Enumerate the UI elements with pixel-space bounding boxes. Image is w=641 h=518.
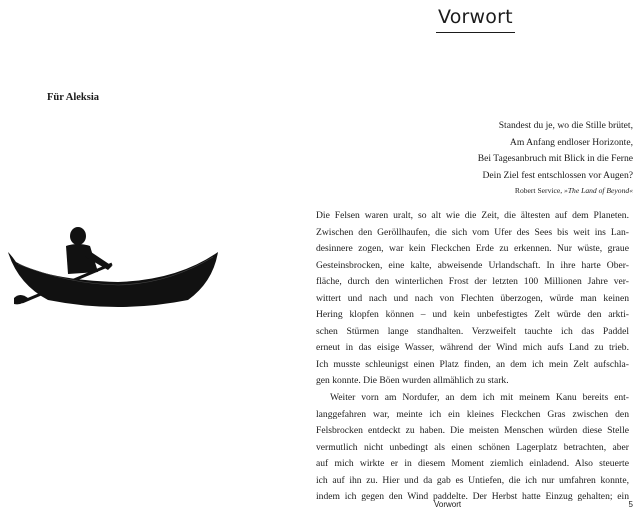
left-page — [0, 0, 320, 518]
text-line: desinnere zogen, war kein Fleckchen Erde zu erkennen. Nur wüste, graue — [316, 243, 629, 255]
epigraph-line: Am Anfang endloser Horizonte, — [509, 136, 633, 148]
epigraph-work-title: »The Land of Beyond« — [564, 186, 633, 195]
text-line: gen konnte. Die Böen wurden allmählich zu stark. — [316, 375, 509, 387]
text-line: ich auf ihn zu. Hier und da gab es Untiefen, die ich nur umfahren konnte, — [316, 474, 629, 486]
epigraph-author: Robert Service, — [514, 186, 565, 195]
body-text — [316, 208, 629, 506]
text-line: fläche, durch den winterlichen Frost der letzten 100 Millionen Jahre ver- — [316, 276, 629, 288]
epigraph — [373, 118, 633, 197]
text-line: Felsbrocken entdeckt zu haben. Die meisten Menschen würden diese Stelle — [316, 425, 629, 437]
text-line: wittert und nach und nach von Flechten überzogen, würde man keinen — [316, 292, 629, 304]
text-line: indem ich gegen den Wind paddelte. Der Herbst hatte Einzug gehalten; ein — [316, 491, 629, 503]
epigraph-line: Bei Tagesanbruch mit Blick in die Ferne — [477, 153, 633, 164]
text-line: Hering klopfen können – und kein unbefestigtes Zelt würde den arkti- — [316, 309, 629, 321]
epigraph-line: Standest du je, wo die Stille brütet, — [498, 120, 633, 131]
epigraph-line: Dein Ziel fest entschlossen vor Augen? — [482, 169, 633, 181]
text-line: Weiter vorn am Nordufer, an dem ich mit meinem Kanu bereits ent- — [330, 392, 629, 404]
dedication: Für Aleksia — [47, 92, 100, 103]
text-line: erneut in das eisige Wasser, während der Wind mich aufs Land zu trieb. — [316, 342, 629, 354]
page-number: 5 — [628, 500, 633, 509]
epigraph-attribution — [373, 184, 633, 197]
text-line: langgefahren war, meinte ich ein kleines Fleckchen Gras zwischen den — [316, 408, 629, 420]
text-line: Die Felsen waren uralt, so alt wie die Zeit, die ältesten auf dem Planeten. — [316, 210, 629, 221]
text-line: auf mich wirkte er in diesem Moment ziemlich einladend. Also steuerte — [316, 458, 629, 470]
chapter-title: Vorwort — [436, 4, 515, 33]
running-footer: Vorwort — [434, 500, 462, 509]
text-line: vermutlich nicht unbedingt als einen schönen Lagerplatz betrachten, aber — [316, 441, 629, 453]
canoe-silhouette-icon — [8, 222, 223, 312]
text-line: Zwischen den Geröllhaufen, die sich vom Ufer des Sees bis weit ins Lan- — [316, 226, 629, 238]
text-line: schen Stürmen lange standhalten. Verzweifelt tauchte ich das Paddel — [316, 325, 629, 337]
right-page — [316, 0, 641, 518]
text-line: Gesteinsbrocken, eine kalte, abweisende Urlandschaft. In ihre harte Ober- — [316, 259, 629, 271]
text-line: Ich musste schleunigst einen Platz finden, an dem ich mein Zelt aufschla- — [316, 358, 629, 370]
